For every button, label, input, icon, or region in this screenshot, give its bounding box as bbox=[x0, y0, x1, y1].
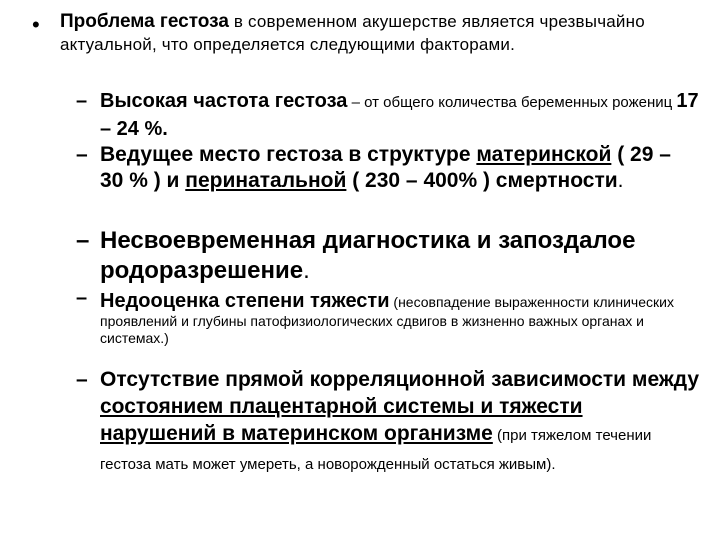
dash-icon: – bbox=[76, 90, 88, 112]
item-underlined: перинатальной bbox=[185, 169, 347, 192]
bullet-icon: • bbox=[32, 12, 40, 37]
item-rest: (при тяжелом течении гестоза мать может умереть, а новорожденный остаться живым). bbox=[100, 427, 652, 473]
item-text: Отсутствие прямой корреляционной зависимости между bbox=[100, 368, 700, 391]
item-underlined: материнской bbox=[476, 143, 612, 166]
main-rest: в современном акушерстве является чрезвычайно актуальной, что определяется следующими факторами. bbox=[60, 12, 645, 54]
item-lead: Несвоевременная диагностика и запоздалое родоразрешение bbox=[100, 227, 636, 284]
item-text: ( 230 – 400% ) смертности bbox=[346, 169, 618, 192]
list-item bbox=[100, 88, 700, 142]
item-period: . bbox=[617, 169, 624, 192]
main-lead: Проблема гестоза bbox=[60, 11, 229, 32]
dash-icon: – bbox=[76, 143, 88, 166]
dash-icon: – bbox=[76, 368, 88, 391]
list-item bbox=[100, 290, 700, 346]
item-tail: 17 – 24 %. bbox=[100, 90, 699, 140]
dash-icon: – bbox=[76, 227, 90, 254]
item-rest: (несовпадение выраженности клинических проявлений и глубины патофизиологических сдвигов в жизненно важных органах и системах.) bbox=[100, 294, 674, 346]
item-lead: Недооценка степени тяжести bbox=[100, 290, 390, 312]
item-rest: – от общего количества беременных рожениц bbox=[347, 94, 677, 111]
item-period: . bbox=[303, 257, 310, 284]
item-underlined: состоянием плацентарной системы и тяжести нарушений в материнском организме bbox=[100, 395, 583, 445]
item-text: Ведущее место гестоза в структуре bbox=[100, 143, 477, 166]
item-lead: Высокая частота гестоза bbox=[100, 90, 348, 112]
list-item bbox=[100, 142, 700, 194]
list-item bbox=[100, 226, 700, 286]
dash-icon: – bbox=[76, 287, 88, 309]
item-text: ( 29 – 30 % ) и bbox=[100, 143, 671, 192]
main-paragraph bbox=[60, 10, 710, 56]
list-item bbox=[100, 366, 700, 478]
